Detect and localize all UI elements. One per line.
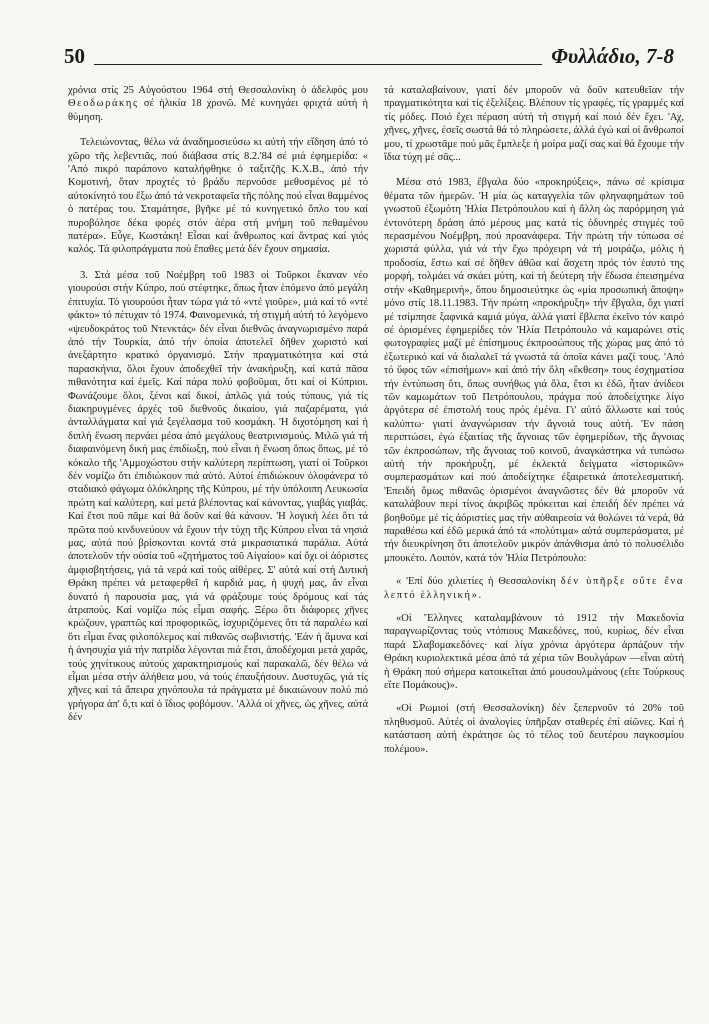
paragraph (68, 84, 368, 124)
quote: «Οἱ Ρωμιοί (στή Θεσσαλονίκη) δέν ξεπερνοῦν τό 20% τοῦ πληθυσμοῦ. Αὐτές οἱ ἀναλογίες ὑπῆρξαν σταθερές ἐπί αἰῶνες. Καί ἡ κατάσταση αὐτή ἐκράτησε ὡς τό τέλος τοῦ δευτέρου παγκοσμίου πολέμου». (384, 703, 684, 755)
spaced-name: Θεοδωράκης (68, 98, 139, 110)
paragraph: 3. Στά μέσα τοῦ Νοέμβρη τοῦ 1983 οἱ Τοῦρκοι ἔκαναν νέο γιουρούσι στήν Κύπρο, πού στέφτηκε, ὅπως ἦταν ἑπόμενο ἀπό μεγάλη ἐπιτυχία. Τό γιουρούσι ἦταν τώρα γιά τό «ντέ γιοῦρε», μιά καί τό «ντέ φάκτο» τό πέτυχαν τό 1974. Φαινομενικά, τή στιγμή αὐτή τό λεγόμενο «ψευδοκράτος τοῦ Ντενκτάς» δέν εἶναι διεθνῶς ἀναγνωρισμένο παρά ἀπό τήν Τουρκία, ἀπό τήν ὁποία ἀποτελεῖ δῆθεν χωριστό καί ἀνεξάρτητο κρατικό ὀργανισμό. Στήν πραγματικότητα καί στά παρασκήνια, ὅλοι ἔχουν ἀποδεχθεῖ τήν ἀνακήρυξη, καί κατά πᾶσα πιθανότητα καί ἐμεῖς. Καί πάρα πολύ φοβοῦμαι, ὅτι καί οἱ Κύπριοι. Φωνάζουμε ὅλοι, ξένοι καί δικοί, ἁπλῶς γιά τούς τύπους, γιά τίς διακηρυγμένες ἀρχές τοῦ διεθνοῦς δικαίου, γιά παζαρέματα, γιά ἀνταλλάγματα καί γιά ξεγέλασμα τοῦ κοσμάκη. 'Η διχοτόμηση καί ἡ διπλή ἕνωση περνάει μέσα ἀπό μεγάλους θεατρινισμούς. Μιλῶ γιά τή διαφαινόμενη δική μας ἐπιδίωξη, πού εἶναι ἡ ἕνωση ὅπως ὅπως, μέ τό κόκαλο τῆς 'Αμμοχώστου στήν καλύτερη περίπτωση, γιατί οἱ Τοῦρκοι δέν νομίζω ὅτι ἐπιδιώκουν πιά αὐτό. Αὐτοί ἐπιδιώκουν ὁλοφάνερα τό σταδιακό φάγωμα ὁλόκληρης τῆς Κύπρου, μέ τήν ὑπόλοιπη Λευκωσία πρώτη καί καλύτερη, καί μετά βλέποντας καί κάνοντας, γιαβάς γιαβάς. Καί ἔτσι ποῦ πᾶμε καί θά δοῦν καί θά κάνουν. 'Η λογική λέει ὅτι τά πρῶτα πού κινδυνεύουν νά ἔχουν τήν τύχη τῆς Κύπρου εἶναι τά νησιά μας, αὐτά πού βρίσκονται κοντά στά μικρασιατικά παράλια. Αὐτά ἀποτελοῦν τήν οὐσία τοῦ «ζητήματος τοῦ Αἰγαίου» καί ὄχι οἱ ἀόριστες ἀμφισβητήσεις, γιά τά νερά καί τούς αἰθέρες. Σ' αὐτά καί στή Δυτική Θράκη πρέπει νά μεταφερθεῖ ἡ καρδιά μας, ἡ ψυχή μας, ἄν εἶναι δυνατό ἡ παρουσία μας, γιά νά φράξουμε τούς δρόμους καί τάς ἀτραπούς. Καί νομίζω πώς εἶμαι σαφής. Ξέρω ὅτι διάφορες χῆνες κρώζουν, γραπτῶς καί προφορικῶς, ἰσχυριζόμενες ὅτι τά παραλέω καί ὅτι εἶμαι ἕνας φιλοπόλεμος καί πιθανῶς σωβινιστής. 'Εάν ἡ ἄμυνα καί ἡ ἀνησυχία γιά τήν πατρίδα λέγονται πιά ἔτσι, ἀποδέχομαι μετά χαρᾶς, τούς χηνίτικους αὐτούς χαρακτηρισμούς καί παρακαλῶ, δέν θέλω νά εἶμαι μέσα στήν ἀλήθεια μου, νά τούς ἐπαυξήσουν. Δυστυχῶς, γιά τίς χῆνες καί τά ἄπειρα χηνόπουλα τά πράγματα μέ δικαιώνουν πολύ πιό γρήγορα ἀπ' ὅ,τι καί ὁ ἴδιος φοβόμουν. 'Αλλά οἱ χῆνες, ὡς χῆνες, αὐτά δέν (68, 269, 368, 724)
text-span: σέ ἡλικία 18 χρονῶ. Μέ κυνηγάει φριχτά αὐτή ἡ θύμηση. (68, 98, 368, 123)
left-column (68, 84, 368, 731)
paragraph: Τελειώνοντας, θέλω νά ἀναδημοσιεύσω κι αὐτή τήν εἴδηση ἀπό τό χῶρο τῆς λεβεντιᾶς, πού διάβασα στίς 8.2.'84 σέ μιά ἐφημερίδα: « 'Από πικρό παράπονο καταλήφθηκε ὁ ταξιτζῆς Κ.Χ.Β., ἀπό τήν Κομοτινή, ὅταν προχτές τό βράδυ περνοῦσε μεθυσμένος μέ τό αὐτοκίνητό του ἔξω ἀπό τά νεκροταφεῖα τῆς πόλης πού εἶναι θαμμένος ὁ πατέρας του. Σταμάτησε, βγῆκε μέ τό κυνηγετικό ὅπλο του καί πυροβόλησε δέκα φορές στόν ἀέρα στή μνήμη τοῦ πεθαμένου πατέρα». Εὖγε, Κωστάκη! Εἶσαι καί ἄνθρωπος καί ἄντρας καί γιός καλός. Τά φιλοπράγματα πού ἔπαθες μετά δέν ἔχουν σημασία. (68, 137, 368, 256)
spaced-text: δέν ὑπῆρξε οὔτε ἕνα λεπτό ἑλληνική» (384, 576, 684, 601)
paragraph: τά καταλαβαίνουν, γιατί δέν μποροῦν νά δοῦν κατευθεῖαν τήν πραγματικότητα καί τίς ἐξελίξεις. Βλέπουν τίς γραφές, τίς γραμμές καί τίς μόδες. Ποιό ἔχει πέραση αὐτή τή στιγμή καί ποιό δέν ἔχει. 'Αχ, χῆνες, χῆνες, ἐσεῖς σωστά θά τό πληρώσετε, ἀλλά ἐγώ καί οἱ ἄνθρωποί μου, τί χρωστᾶμε πού μᾶς ἔμπλεξε ἡ μοίρα μαζί σας καί θά ἔχουμε τήν ἴδια τύχη μέ σᾶς... (384, 85, 684, 164)
paragraph: Μέσα στό 1983, ἔβγαλα δύο «προκηρύξεις», πάνω σέ κρίσιμα θέματα τῶν ἡμερῶν. 'Η μία ὡς καταγγελία τῶν φληναφημάτων τοῦ γνωστοῦ ἐξωμότη 'Ηλία Πετρόπουλου καί ἡ ἄλλη ὡς παρόρμηση γιά ἐντονότερη δράση ἀπό μέρους μας κατά τίς ὀδυνηρές στιγμές τοῦ περασμένου Νοέμβρη, πού προανάφερα. Τήν πρώτη τήν τύπωσα σέ χωριστά φύλλα, γιά νά τήν ἔχω πρόχειρη νά τή μοιράζω, μόλις ἡ προδοσία, ἔστω καί σέ δῆθεν ἀθῶα καί ἄσχετη πρός τόν ἑαυτό της μορφή, τολμάει νά σκάει μύτη, καί τή δεύτερη τήν ἔδωσα ἐπεισημένα στήν «Καθημερινή», ὅπου δημοσιεύτηκε ὡς «μία προσωπική ἄποψη» μόνο στίς 18.11.1983. Τήν πρώτη «προκήρυξη» τήν ἔβγαλα, ὄχι γιατί μέ τσίμπησε ξαφνικά καμιά μύγα, ἀλλά γιατί ἔβλεπα ἐκεῖνο τόν καιρό σέ ὁρισμένες ἐφημερίδες τόν 'Ηλία Πετρόπουλο νά καμαρώνει στίς φωτογραφίες μαζί μέ ἐπίσημους ἐκπροσώπους τῆς χώρας μας ἀπό τό ἐξωτερικό καί νά διαλαλεῖ τά γνωστά τά ὁποῖα κάνει μαζί τους. 'Από τό ὕφος τῶν «ἐπισήμων» καί ἀπό τήν ὅλη «ἔκθεση» τους ἐσχηματίσα τήν ἐντύπωση ὅτι, ὅπως συνήθως γιά ὅλα, ἔτσι κι ἐδῶ, ἦταν ἀνίδεοι τῶν καμωμάτων τοῦ Πετρόπουλου, πράγμα πού ἀποδείχτηκε λίγο ἀργότερα σέ ἐπιστολή τους πρός ἐμένα. Γι' αὐτό ἄλλωστε καί τούς καλύπτω· γιατί ἀναγνώρισαν τήν ἄγνοιά τους αὐτή. 'Εν πάση περιπτώσει, ἐγώ ἐξαιτίας τῆς ἄγνοιας τῶν ἐφημερίδων, τῆς ἄγνοιας τῶν ἐκπροσώπων, τῆς ἄγνοιας τοῦ κοινοῦ, ἀναγκάστηκα νά τυπώσω αὐτή τήν προκήρυξη, μέ ἐκλεκτά δείγματα «ἱστορικῶν» συμπερασμάτων καί πού ἀποδείχτηκε ἐξαιρετικά ἀποτελεσματική. 'Επειδή ὅμως πιθανῶς ὁρισμένοι ἀναγνῶστες δέν θά μποροῦν νά καταλάβουν περί τίνος ἀκριβῶς πρόκειται καί ἐπειδή δέν πρέπει νά βοηθοῦμε μέ τίς ἀόριστίες μας τήν αὐθαιρεσία νά θολώνει τά νερά, θά παραθέσω καί ἐδῶ μερικά ἀπό τά «πολύτιμα» αὐτά συμπεράσματα, μέ τήν διευκρίνηση ὅτι ἀποτελοῦν μικρόν ἀπάνθισμα ἀπό τό πολυσέλιδο μπουκέτο. Λοιπόν, κατά τόν 'Ηλία Πετρόπουλο: (384, 177, 684, 564)
quote (384, 575, 684, 602)
right-column (384, 84, 684, 762)
quote: «Οἱ Ἕλληνες καταλαμβάνουν τό 1912 τήν Μακεδονία παραγνωρίζοντας τούς ντόπιους Μακεδόνες, πού, κυρίως, δέν εἶναι παρά Σλαβομακεδόνες· καί λίγα χρόνια ἀργότερα ἁρπάζουν τήν Θράκη κυριολεκτικά μέσα ἀπό τά χέρια τῶν Βουλγάρων —εἶναι αὐτή ἡ Θράκη πού σήμερα κατοικεῖται ἀπό μουσουλμάνους (εἴτε Τούρκους εἴτε Πομάκους)». (384, 613, 684, 692)
text-span: χρόνια στίς 25 Αὐγούστου 1964 στή Θεσσαλονίκη ὁ ἀδελφός μου (68, 85, 368, 96)
text-span: « 'Επί δύο χιλιετίες ἡ Θεσσαλονίκη (396, 576, 561, 588)
page-number: 50 (64, 44, 85, 68)
journal-title: Φυλλάδιο, 7-8 (551, 44, 674, 68)
page-header (64, 44, 674, 74)
text-span: . (478, 589, 482, 601)
header-rule (94, 64, 542, 65)
